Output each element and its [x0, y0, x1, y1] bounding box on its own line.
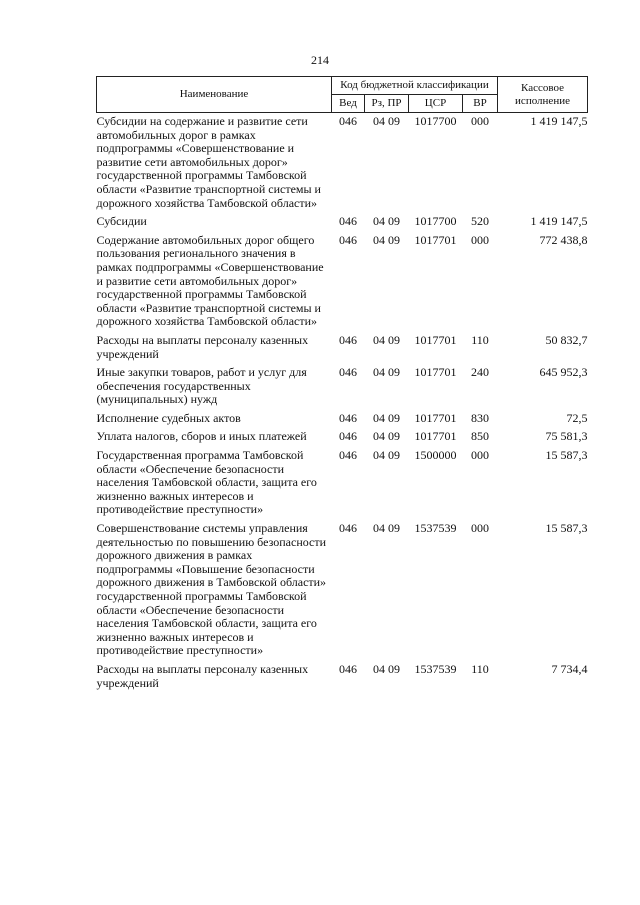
row-sum: 72,5 [566, 410, 588, 425]
row-vr: 110 [471, 661, 489, 676]
row-vr: 240 [471, 365, 489, 380]
row-rz-pr: 04 09 [373, 448, 400, 463]
table-row [97, 113, 588, 214]
row-rz-pr: 04 09 [373, 429, 400, 444]
row-sum: 772 438,8 [539, 232, 588, 247]
table-row [97, 410, 588, 429]
table-row [97, 428, 588, 447]
row-ved: 046 [339, 448, 357, 463]
budget-table [96, 76, 588, 693]
row-sum: 50 832,7 [545, 332, 588, 347]
row-vr: 850 [471, 429, 489, 444]
table-row [97, 364, 588, 410]
row-csr: 1537539 [414, 661, 457, 676]
row-sum: 1 419 147,5 [530, 214, 588, 229]
table-row [97, 213, 588, 232]
row-ved: 046 [339, 365, 357, 380]
row-vr: 110 [471, 332, 489, 347]
header-sum: Кассовое исполнение [498, 77, 588, 113]
row-ved: 046 [339, 232, 357, 247]
row-sum: 15 587,3 [545, 448, 588, 463]
row-rz-pr: 04 09 [373, 410, 400, 425]
row-csr: 1500000 [414, 448, 457, 463]
row-rz-pr: 04 09 [373, 365, 400, 380]
row-name: Исполнение судебных актов [96, 410, 241, 425]
row-vr: 000 [471, 521, 489, 536]
table-body [97, 113, 588, 694]
row-csr: 1017701 [414, 429, 457, 444]
row-ved: 046 [339, 114, 357, 128]
page-number: 214 [311, 53, 329, 67]
header-code-group: Код бюджетной классификации [332, 77, 498, 95]
row-name: Содержание автомобильных дорог общего пользования регионального значения в рамках подпрограммы «Совершенствование и развитие сети автомобильных дорог» государственной программы Тамбовской области «Развитие транспортной системы и дорожного хозяйства Тамбовской области» [96, 232, 324, 329]
table-row [97, 232, 588, 332]
row-csr: 1017701 [414, 365, 457, 380]
header-ved: Вед [332, 95, 365, 113]
row-name: Расходы на выплаты персоналу казенных учреждений [96, 661, 309, 690]
row-sum: 15 587,3 [545, 521, 588, 536]
table-row [97, 332, 588, 364]
row-vr: 520 [471, 214, 489, 229]
row-vr: 000 [471, 448, 489, 463]
row-rz-pr: 04 09 [373, 521, 400, 536]
row-sum: 7 734,4 [551, 661, 588, 676]
row-csr: 1017701 [414, 410, 457, 425]
row-name: Субсидии на содержание и развитие сети автомобильных дорог в рамках подпрограммы «Совершенствование и развитие сети автомобильных дорог» государственной программы Тамбовской области «Развитие транспортной системы и дорожного хозяйства Тамбовской области» [96, 114, 321, 210]
row-csr: 1017701 [414, 232, 457, 247]
row-name: Уплата налогов, сборов и иных платежей [96, 429, 307, 444]
row-ved: 046 [339, 332, 357, 347]
row-vr: 830 [471, 410, 489, 425]
row-name: Субсидии [96, 214, 147, 229]
header-name: Наименование [97, 77, 332, 113]
row-rz-pr: 04 09 [373, 114, 400, 128]
table-header [97, 77, 588, 113]
row-ved: 046 [339, 410, 357, 425]
table-row [97, 447, 588, 520]
row-name: Расходы на выплаты персоналу казенных учреждений [96, 332, 309, 361]
row-vr: 000 [471, 114, 489, 128]
row-name: Иные закупки товаров, работ и услуг для обеспечения государственных (муниципальных) нужд [96, 365, 307, 407]
table-row [97, 661, 588, 693]
header-vr: ВР [463, 95, 498, 113]
row-ved: 046 [339, 521, 357, 536]
row-name: Государственная программа Тамбовской области «Обеспечение безопасности населения Тамбовской области, защита его жизненно важных интересов и противодействие преступности» [96, 448, 317, 517]
row-csr: 1017700 [414, 114, 457, 128]
row-sum: 645 952,3 [539, 365, 588, 380]
header-csr: ЦСР [409, 95, 463, 113]
row-name: Совершенствование системы управления деятельностью по повышению безопасности дорожного движения в рамках подпрограммы «Повышение безопасности дорожного движения в Тамбовской области» государственной программы Тамбовской области «Обеспечение безопасности населения Тамбовской области, защита его жизненно важных интересов и противодействие преступности» [96, 521, 327, 658]
row-ved: 046 [339, 429, 357, 444]
row-rz-pr: 04 09 [373, 214, 400, 229]
row-vr: 000 [471, 232, 489, 247]
row-rz-pr: 04 09 [373, 332, 400, 347]
header-rz-pr: Рз, ПР [365, 95, 409, 113]
row-ved: 046 [339, 214, 357, 229]
row-ved: 046 [339, 661, 357, 676]
row-rz-pr: 04 09 [373, 232, 400, 247]
row-sum: 75 581,3 [545, 429, 588, 444]
row-sum: 1 419 147,5 [530, 114, 588, 128]
row-csr: 1017700 [414, 214, 457, 229]
row-csr: 1537539 [414, 521, 457, 536]
table-row [97, 520, 588, 661]
row-rz-pr: 04 09 [373, 661, 400, 676]
row-csr: 1017701 [414, 332, 457, 347]
